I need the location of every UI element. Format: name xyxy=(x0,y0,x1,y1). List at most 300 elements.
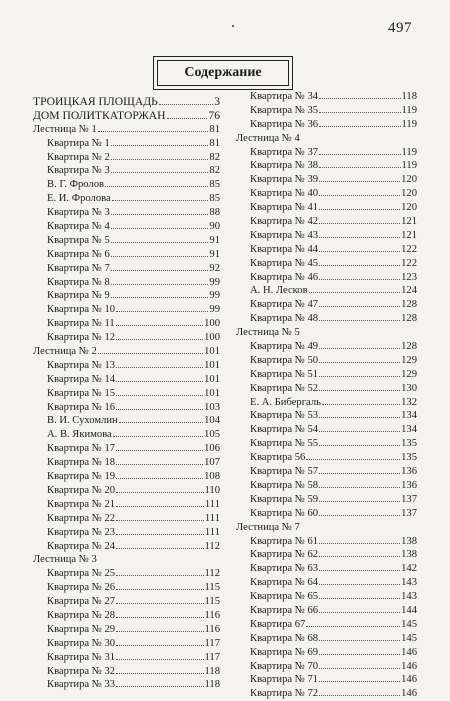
toc-entry-label: Квартира № 59 xyxy=(250,493,319,505)
toc-entry-page: 142 xyxy=(401,563,417,575)
toc-entry xyxy=(33,442,220,456)
toc-entry xyxy=(236,590,417,604)
toc-entry-label: Квартира № 7 xyxy=(47,262,110,274)
toc-dot-leader xyxy=(111,297,209,298)
toc-dot-leader xyxy=(319,487,400,488)
toc-entry-page: 146 xyxy=(401,646,417,658)
toc-entry xyxy=(236,257,417,271)
toc-entry-label: Квартира № 37 xyxy=(250,146,319,158)
toc-dot-leader xyxy=(111,284,209,285)
toc-entry-label: Квартира № 35 xyxy=(250,104,319,116)
toc-entry-page: 100 xyxy=(204,332,220,344)
toc-dot-leader xyxy=(116,367,203,368)
toc-entry-label: Квартира № 23 xyxy=(47,526,116,538)
toc-entry-page: 111 xyxy=(204,512,220,524)
toc-entry-label: Квартира 67 xyxy=(250,618,306,630)
toc-entry-label: ДОМ ПОЛИТКАТОРЖАН xyxy=(33,108,166,122)
toc-entry xyxy=(236,451,417,465)
toc-entry xyxy=(236,243,417,257)
toc-entry-label: Квартира № 61 xyxy=(250,535,319,547)
toc-entry-label: Квартира № 12 xyxy=(47,332,116,344)
toc-entry-label: Квартира № 64 xyxy=(250,577,319,589)
toc-entry xyxy=(33,387,220,401)
toc-dot-leader xyxy=(319,251,400,252)
toc-entry-page: 99 xyxy=(209,276,220,288)
toc-dot-leader xyxy=(111,228,209,229)
toc-entry-page: 117 xyxy=(204,651,220,663)
toc-entry xyxy=(236,132,417,146)
toc-entry xyxy=(236,187,417,201)
toc-entry xyxy=(236,284,417,298)
toc-dot-leader xyxy=(116,575,203,576)
toc-dot-leader xyxy=(116,325,203,326)
toc-entry-label: Квартира № 9 xyxy=(47,290,110,302)
toc-dot-leader xyxy=(319,556,400,557)
toc-entry-label: Квартира № 25 xyxy=(47,568,116,580)
toc-entry-label: Квартира 56 xyxy=(250,452,306,464)
toc-entry-page: 118 xyxy=(204,679,220,691)
toc-dot-leader xyxy=(116,645,203,646)
toc-entry-page: 143 xyxy=(401,591,417,603)
toc-entry-page: 137 xyxy=(401,493,417,505)
toc-entry xyxy=(236,146,417,160)
toc-entry xyxy=(33,164,220,178)
toc-entry xyxy=(33,595,220,609)
toc-entry xyxy=(236,507,417,521)
toc-entry xyxy=(33,665,220,679)
toc-dot-leader xyxy=(319,543,400,544)
toc-entry-label: Квартира № 17 xyxy=(47,443,116,455)
toc-entry xyxy=(33,373,220,387)
toc-entry xyxy=(236,437,417,451)
toc-entry-label: Квартира № 20 xyxy=(47,484,116,496)
toc-entry xyxy=(33,512,220,526)
toc-entry-page: 115 xyxy=(204,596,220,608)
toc-entry xyxy=(236,493,417,507)
toc-entry-page: 146 xyxy=(401,688,417,700)
toc-entry-label: Квартира № 63 xyxy=(250,563,319,575)
toc-dot-leader xyxy=(319,265,400,266)
toc-dot-leader xyxy=(319,98,400,99)
toc-entry-page: 145 xyxy=(401,618,417,630)
toc-entry-label: Квартира № 16 xyxy=(47,401,116,413)
toc-entry xyxy=(236,535,417,549)
toc-entry-label: Квартира № 30 xyxy=(47,637,116,649)
toc-entry xyxy=(236,423,417,437)
toc-dot-leader xyxy=(111,145,209,146)
toc-entry-page: 111 xyxy=(204,498,220,510)
toc-dot-leader xyxy=(319,154,400,155)
toc-dot-leader xyxy=(116,395,203,396)
toc-entry-label: Квартира № 55 xyxy=(250,438,319,450)
toc-entry xyxy=(33,220,220,234)
toc-dot-leader xyxy=(319,695,400,696)
toc-dot-leader xyxy=(119,422,203,423)
toc-dot-leader xyxy=(319,501,400,502)
toc-entry-page: 129 xyxy=(401,368,417,380)
toc-entry-label: Квартира № 65 xyxy=(250,591,319,603)
toc-entry-label: Квартира № 60 xyxy=(250,507,319,519)
toc-entry xyxy=(33,623,220,637)
toc-dot-leader xyxy=(116,506,204,507)
toc-entry xyxy=(236,660,417,674)
toc-entry xyxy=(33,456,220,470)
toc-entry xyxy=(33,526,220,540)
toc-entry xyxy=(236,465,417,479)
toc-dot-leader xyxy=(319,167,400,168)
toc-dot-leader xyxy=(319,668,400,669)
toc-entry xyxy=(33,470,220,484)
toc-dot-leader xyxy=(111,270,209,271)
toc-dot-leader xyxy=(319,570,400,571)
toc-entry xyxy=(33,109,220,123)
toc-dot-leader xyxy=(319,445,400,446)
toc-entry-label: Лестница № 1 xyxy=(33,123,97,135)
toc-entry-page: 128 xyxy=(401,341,417,353)
toc-entry xyxy=(33,123,220,137)
toc-entry xyxy=(33,192,220,206)
page-number: 497 xyxy=(388,20,412,36)
toc-entry-page: 121 xyxy=(401,216,417,228)
toc-entry xyxy=(236,521,417,535)
toc-entry-page: 119 xyxy=(401,118,417,130)
toc-entry xyxy=(33,678,220,692)
toc-entry-page: 138 xyxy=(401,535,417,547)
toc-entry xyxy=(236,576,417,590)
toc-entry xyxy=(236,396,417,410)
toc-entry-page: 116 xyxy=(204,623,220,635)
toc-entry-label: Квартира № 32 xyxy=(47,665,116,677)
toc-entry-page: 101 xyxy=(204,387,220,399)
toc-entry xyxy=(33,303,220,317)
toc-entry xyxy=(33,331,220,345)
toc-dot-leader xyxy=(105,186,208,187)
toc-entry-label: Квартира № 66 xyxy=(250,604,319,616)
toc-dot-leader xyxy=(111,159,209,160)
toc-dot-leader xyxy=(159,104,213,105)
toc-entry xyxy=(236,409,417,423)
title-frame xyxy=(153,56,293,90)
toc-entry xyxy=(33,248,220,262)
toc-entry xyxy=(236,215,417,229)
toc-entry-page: 100 xyxy=(204,318,220,330)
toc-dot-leader xyxy=(111,256,209,257)
toc-entry xyxy=(33,276,220,290)
toc-entry-label: А. Н. Лесков xyxy=(250,285,308,297)
toc-entry xyxy=(236,479,417,493)
toc-entry xyxy=(236,632,417,646)
toc-entry-label: Квартира № 18 xyxy=(47,457,116,469)
toc-entry xyxy=(236,354,417,368)
toc-dot-leader xyxy=(319,431,400,432)
toc-entry-label: ТРОИЦКАЯ ПЛОЩАДЬ xyxy=(33,95,158,108)
toc-entry-page: 90 xyxy=(209,221,220,233)
toc-entry-page: 120 xyxy=(401,202,417,214)
toc-dot-leader xyxy=(306,626,400,627)
toc-entry-label: Квартира № 43 xyxy=(250,229,319,241)
toc-entry-page: 121 xyxy=(401,229,417,241)
toc-dot-leader xyxy=(116,464,203,465)
toc-entry-label: Квартира № 72 xyxy=(250,688,319,700)
toc-dot-leader xyxy=(319,612,400,613)
toc-entry-label: Квартира № 48 xyxy=(250,313,319,325)
toc-entry-page: 134 xyxy=(401,410,417,422)
toc-entry-label: Квартира № 27 xyxy=(47,596,116,608)
toc-dot-leader xyxy=(319,209,400,210)
toc-entry-page: 130 xyxy=(401,382,417,394)
toc-entry-page: 136 xyxy=(401,479,417,491)
toc-entry xyxy=(33,359,220,373)
toc-entry-page: 85 xyxy=(209,193,220,205)
toc-entry-page: 135 xyxy=(401,438,417,450)
toc-entry xyxy=(33,401,220,415)
toc-entry xyxy=(33,498,220,512)
toc-entry-page: 108 xyxy=(204,471,220,483)
toc-dot-leader xyxy=(116,311,208,312)
toc-dot-leader xyxy=(319,417,400,418)
toc-entry-page: 99 xyxy=(209,304,220,316)
toc-entry-page: 118 xyxy=(204,665,220,677)
toc-entry-label: Лестница № 2 xyxy=(33,346,97,358)
toc-dot-leader xyxy=(319,320,400,321)
toc-entry-page: 146 xyxy=(401,660,417,672)
toc-entry-label: Квартира № 70 xyxy=(250,660,319,672)
toc-entry xyxy=(236,159,417,173)
toc-entry xyxy=(236,618,417,632)
page-title: Содержание xyxy=(184,65,262,80)
toc-entry xyxy=(33,289,220,303)
toc-entry-page: 144 xyxy=(401,604,417,616)
toc-entry-page: 135 xyxy=(401,452,417,464)
toc-entry-page: 112 xyxy=(204,540,220,552)
toc-entry-label: Квартира № 46 xyxy=(250,271,319,283)
toc-entry-page: 137 xyxy=(401,507,417,519)
toc-dot-leader xyxy=(111,214,209,215)
toc-entry-label: Квартира № 53 xyxy=(250,410,319,422)
toc-entry xyxy=(236,118,417,132)
toc-dot-leader xyxy=(116,520,204,521)
toc-dot-leader xyxy=(306,459,400,460)
toc-entry xyxy=(33,637,220,651)
toc-dot-leader xyxy=(167,118,208,119)
toc-entry-page: 122 xyxy=(401,257,417,269)
toc-entry xyxy=(33,567,220,581)
toc-entry-label: Квартира № 41 xyxy=(250,202,319,214)
toc-entry-label: Квартира № 22 xyxy=(47,512,116,524)
toc-entry xyxy=(33,581,220,595)
toc-dot-leader xyxy=(319,195,400,196)
toc-entry-label: Квартира № 40 xyxy=(250,188,319,200)
toc-entry-label: Квартира № 69 xyxy=(250,646,319,658)
toc-dot-leader xyxy=(116,589,203,590)
toc-entry-label: Квартира № 58 xyxy=(250,479,319,491)
toc-entry xyxy=(236,340,417,354)
toc-dot-leader xyxy=(98,353,203,354)
toc-entry-page: 136 xyxy=(401,466,417,478)
toc-entry-page: 81 xyxy=(209,137,220,149)
toc-entry-page: 110 xyxy=(204,484,220,496)
toc-dot-leader xyxy=(319,681,400,682)
toc-entry-label: Квартира № 50 xyxy=(250,354,319,366)
toc-entry-page: 103 xyxy=(204,401,220,413)
toc-entry-label: Квартира № 3 xyxy=(47,165,110,177)
toc-entry xyxy=(236,173,417,187)
toc-dot-leader xyxy=(319,598,400,599)
toc-entry xyxy=(33,137,220,151)
toc-entry-label: Квартира № 21 xyxy=(47,498,116,510)
toc-entry-label: Квартира № 11 xyxy=(47,318,115,330)
toc-entry-page: 120 xyxy=(401,188,417,200)
toc-entry-page: 3 xyxy=(214,95,220,108)
toc-dot-leader xyxy=(319,640,400,641)
toc-dot-leader xyxy=(319,223,400,224)
toc-entry-page: 134 xyxy=(401,424,417,436)
toc-entry xyxy=(236,673,417,687)
toc-entry-page: 118 xyxy=(401,91,417,102)
toc-dot-leader xyxy=(116,631,203,632)
toc-entry xyxy=(236,312,417,326)
toc-entry xyxy=(236,271,417,285)
toc-entry-page: 138 xyxy=(401,549,417,561)
toc-dot-leader xyxy=(112,200,209,201)
toc-entry-label: Лестница № 4 xyxy=(236,132,300,144)
toc-entry-label: Квартира № 42 xyxy=(250,216,319,228)
toc-entry-label: Квартира № 5 xyxy=(47,234,110,246)
toc-entry-page: 132 xyxy=(401,396,417,408)
toc-entry-page: 116 xyxy=(204,609,220,621)
toc-entry-page: 85 xyxy=(209,179,220,191)
toc-entry xyxy=(33,609,220,623)
toc-dot-leader xyxy=(319,279,400,280)
toc-entry-label: Квартира № 15 xyxy=(47,387,116,399)
toc-entry xyxy=(33,414,220,428)
toc-dot-leader xyxy=(111,242,209,243)
toc-entry-page: 88 xyxy=(209,207,220,219)
toc-dot-leader xyxy=(319,654,400,655)
toc-entry xyxy=(236,382,417,396)
toc-entry-label: Е. А. Бибергаль xyxy=(250,396,321,408)
toc-entry-page: 101 xyxy=(204,373,220,385)
toc-dot-leader xyxy=(319,237,400,238)
toc-dot-leader xyxy=(116,603,203,604)
toc-entry xyxy=(236,548,417,562)
toc-entry-label: Квартира № 33 xyxy=(47,679,116,691)
toc-entry-label: Квартира № 26 xyxy=(47,582,116,594)
toc-dot-leader xyxy=(319,181,400,182)
toc-entry-label: Квартира № 10 xyxy=(47,304,116,316)
toc-entry-label: Квартира № 51 xyxy=(250,368,319,380)
toc-entry-label: Квартира № 39 xyxy=(250,174,319,186)
toc-entry-label: Квартира № 29 xyxy=(47,623,116,635)
toc-entry-label: Квартира № 13 xyxy=(47,359,116,371)
toc-entry xyxy=(33,484,220,498)
toc-dot-leader xyxy=(319,515,400,516)
toc-dot-leader xyxy=(309,292,401,293)
toc-entry-label: Квартира № 1 xyxy=(47,137,110,149)
toc-entry-page: 101 xyxy=(204,359,220,371)
toc-entry-label: Квартира № 68 xyxy=(250,632,319,644)
toc-entry-page: 106 xyxy=(204,443,220,455)
toc-entry-page: 119 xyxy=(401,160,417,172)
toc-entry-label: В. И. Сухомлин xyxy=(47,415,118,427)
toc-entry-page: 111 xyxy=(204,526,220,538)
toc-dot-leader xyxy=(116,450,203,451)
toc-entry-page: 107 xyxy=(204,457,220,469)
toc-entry-page: 105 xyxy=(204,429,220,441)
toc-dot-leader xyxy=(319,584,400,585)
toc-dot-leader xyxy=(116,659,203,660)
toc-entry-page: 124 xyxy=(401,285,417,297)
toc-entry-page: 129 xyxy=(401,354,417,366)
toc-dot-leader xyxy=(116,339,203,340)
toc-entry-page: 119 xyxy=(401,104,417,116)
toc-entry-page: 145 xyxy=(401,632,417,644)
toc-entry-page: 112 xyxy=(204,568,220,580)
print-dot xyxy=(232,25,234,27)
toc-entry xyxy=(236,104,417,118)
toc-dot-leader xyxy=(319,126,400,127)
toc-entry xyxy=(33,234,220,248)
toc-entry-page: 119 xyxy=(401,146,417,158)
toc-dot-leader xyxy=(319,348,400,349)
toc-entry-label: Лестница № 5 xyxy=(236,327,300,339)
toc-entry-label: Квартира № 28 xyxy=(47,609,116,621)
toc-entry-label: Квартира № 44 xyxy=(250,243,319,255)
toc-dot-leader xyxy=(116,548,203,549)
toc-entry-page: 91 xyxy=(209,248,220,260)
toc-dot-leader xyxy=(319,112,400,113)
toc-dot-leader xyxy=(116,409,203,410)
toc-entry-label: Квартира № 38 xyxy=(250,160,319,172)
toc-entry xyxy=(236,687,417,701)
toc-entry xyxy=(236,604,417,618)
toc-dot-leader xyxy=(319,306,400,307)
toc-entry xyxy=(33,553,220,567)
toc-dot-leader xyxy=(116,617,203,618)
toc-entry-page: 99 xyxy=(209,290,220,302)
toc-entry-label: Квартира № 36 xyxy=(250,118,319,130)
toc-entry-label: Квартира № 62 xyxy=(250,549,319,561)
toc-right-column xyxy=(236,90,417,701)
toc-dot-leader xyxy=(111,172,209,173)
toc-dot-leader xyxy=(116,673,203,674)
toc-entry-page: 120 xyxy=(401,174,417,186)
toc-entry-label: Лестница № 3 xyxy=(33,554,97,566)
toc-entry-label: Квартира № 8 xyxy=(47,276,110,288)
toc-entry-page: 143 xyxy=(401,577,417,589)
toc-entry-label: Квартира № 2 xyxy=(47,151,110,163)
toc-entry xyxy=(236,368,417,382)
toc-entry xyxy=(33,345,220,359)
toc-entry-page: 128 xyxy=(401,313,417,325)
toc-dot-leader xyxy=(319,390,400,391)
toc-entry-page: 123 xyxy=(401,271,417,283)
toc-entry xyxy=(236,298,417,312)
toc-dot-leader xyxy=(116,492,203,493)
toc-entry-page: 117 xyxy=(204,637,220,649)
toc-entry-page: 101 xyxy=(204,346,220,358)
toc-entry-page: 76 xyxy=(208,108,220,122)
toc-entry-page: 146 xyxy=(401,674,417,686)
toc-entry-label: Квартира № 3 xyxy=(47,207,110,219)
toc-dot-leader xyxy=(319,362,400,363)
toc-entry xyxy=(236,326,417,340)
toc-entry xyxy=(236,562,417,576)
toc-entry-label: Квартира № 31 xyxy=(47,651,116,663)
toc-entry-label: Е. И. Фролова xyxy=(47,193,111,205)
toc-entry-page: 82 xyxy=(209,151,220,163)
toc-left-column xyxy=(33,95,220,692)
